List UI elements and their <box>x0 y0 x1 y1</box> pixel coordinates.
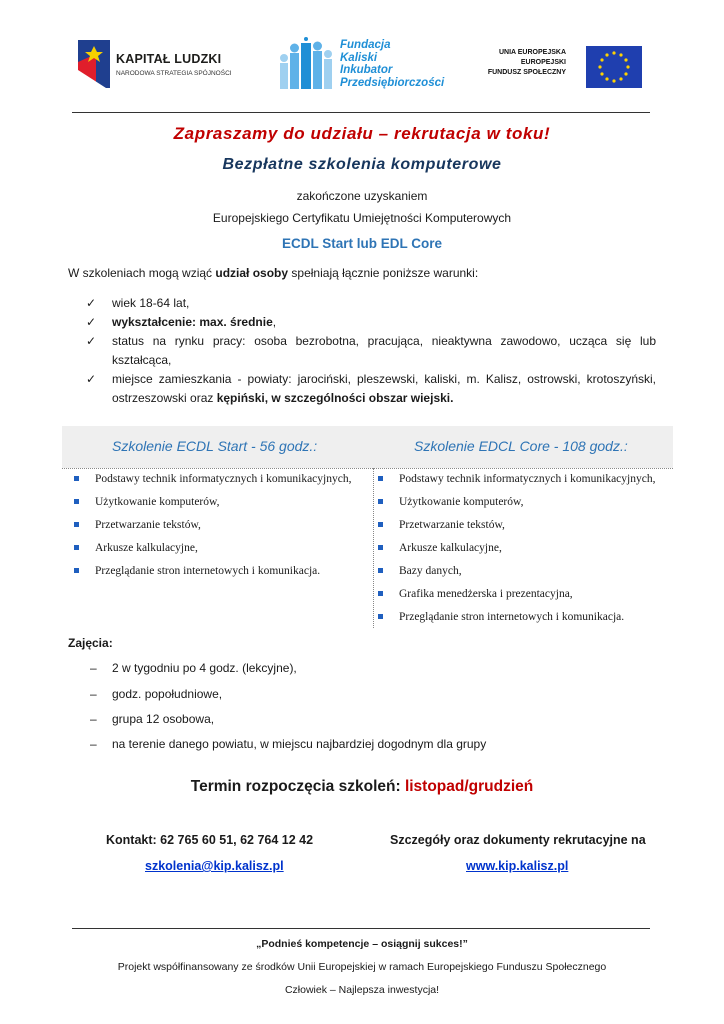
fundacja-logo <box>276 33 445 93</box>
condition-item <box>86 332 656 370</box>
classes-item: na terenie danego powiatu, w miejscu najbardziej dogodnym dla grupy <box>112 737 487 751</box>
bullet-icon <box>378 568 383 573</box>
footer-cofunded: Projekt współfinansowany ze środków Unii Europejskiej w ramach Europejskiego Funduszu Społecznego <box>117 961 607 973</box>
ue-line: EUROPEJSKI <box>520 59 566 66</box>
contact-email-link[interactable]: szkolenia@kip.kalisz.pl <box>145 859 284 873</box>
table-divider <box>62 468 673 469</box>
condition-bold: kępiński, w szczególności obszar wiejski. <box>216 391 454 405</box>
course-item: Użytkowanie komputerów, <box>95 496 220 508</box>
ue-text <box>488 48 566 78</box>
bullet-icon <box>74 568 79 573</box>
fundacja-line: Kaliski <box>340 51 378 64</box>
footer-divider <box>72 928 650 929</box>
condition-before: miejsce zamieszkania - powiaty: jarociński, pleszewski, kaliski, m. Kalisz, ostrowski, krotoszyński, ostrzeszowski oraz <box>112 372 656 405</box>
course-title-ecdl-start: Szkolenie ECDL Start - 56 godz.: <box>112 438 318 454</box>
condition-text: wiek 18-64 lat, <box>112 296 190 310</box>
fundacja-line: Inkubator <box>340 64 393 76</box>
ue-line: UNIA EUROPEJSKA <box>498 49 566 56</box>
certificate-type: ECDL Start lub EDL Core <box>281 236 443 251</box>
classes-item: godz. popołudniowe, <box>112 687 223 701</box>
bullet-icon <box>74 545 79 550</box>
condition-text <box>112 370 656 408</box>
ue-line: FUNDUSZ SPOŁECZNY <box>487 69 566 76</box>
website-link[interactable]: www.kip.kalisz.pl <box>466 859 569 873</box>
fundacja-line: Przedsiębiorczości <box>340 76 445 89</box>
course-item: Bazy danych, <box>399 565 462 577</box>
kapital-ludzki-logo <box>76 40 232 92</box>
fundacja-line: Fundacja <box>340 39 391 51</box>
fundacja-people-icon <box>276 37 338 91</box>
course-item: Grafika menedżerska i prezentacyjna, <box>399 588 573 600</box>
dash-icon: – <box>90 687 97 701</box>
eu-flag-icon <box>586 46 642 88</box>
bullet-icon <box>74 476 79 481</box>
checkmark-icon: ✓ <box>86 296 97 310</box>
certificate-line: Europejskiego Certyfikatu Umiejętności Komputerowych <box>212 211 512 225</box>
course-item: Przetwarzanie tekstów, <box>399 519 505 531</box>
course-item: Przeglądanie stron internetowych i komunikacja. <box>95 565 321 577</box>
course-item: Podstawy technik informatycznych i komunikacyjnych, <box>95 473 352 485</box>
details-text: Szczegóły oraz dokumenty rekrutacyjne na <box>390 833 646 847</box>
kapital-ludzki-subtitle: NARODOWA STRATEGIA SPÓJNOŚCI <box>116 70 232 77</box>
start-value: listopad/grudzień <box>404 778 534 795</box>
classes-item: grupa 12 osobowa, <box>112 712 215 726</box>
completion-line: zakończone uzyskaniem <box>296 189 428 203</box>
footer-motto: „Podnieś kompetencje – osiągnij sukces!” <box>256 938 468 950</box>
course-item: Przeglądanie stron internetowych i komunikacja. <box>399 611 625 623</box>
start-date <box>0 778 724 796</box>
checkmark-icon: ✓ <box>86 372 97 386</box>
checkmark-icon: ✓ <box>86 315 97 329</box>
intro-bold: udział osoby <box>215 266 289 280</box>
course-item: Podstawy technik informatycznych i komunikacyjnych, <box>399 473 656 485</box>
dash-icon: – <box>90 737 97 751</box>
condition-item <box>86 294 656 314</box>
bullet-icon <box>378 476 383 481</box>
bullet-icon <box>378 499 383 504</box>
dash-icon: – <box>90 712 97 726</box>
condition-text <box>112 313 656 332</box>
condition-text: status na rynku pracy: osoba bezrobotna, pracująca, nieaktywna zawodowo, ucząca się lub kształcąca, <box>112 334 656 367</box>
bullet-icon <box>378 522 383 527</box>
table-column-divider <box>373 468 374 628</box>
classes-title: Zajęcia: <box>68 636 113 650</box>
condition-after: , <box>272 315 277 329</box>
course-item: Przetwarzanie tekstów, <box>95 519 201 531</box>
contact-phones: Kontakt: 62 765 60 51, 62 764 12 42 <box>106 833 314 847</box>
kapital-ludzki-title: KAPITAŁ LUDZKI <box>116 52 222 66</box>
bullet-icon <box>74 499 79 504</box>
course-title-ecdl-core: Szkolenie EDCL Core - 108 godz.: <box>414 438 628 454</box>
condition-bold: wykształcenie: max. średnie <box>112 315 273 329</box>
start-label: Termin rozpoczęcia szkoleń: <box>190 778 405 795</box>
subheadline: Bezpłatne szkolenia komputerowe <box>222 156 502 173</box>
course-item: Arkusze kalkulacyjne, <box>95 542 198 554</box>
course-item: Użytkowanie komputerów, <box>399 496 524 508</box>
classes-item: 2 w tygodniu po 4 godz. (lekcyjne), <box>112 661 297 675</box>
ue-logo <box>487 46 646 90</box>
intro-after: spełniają łącznie poniższe warunki: <box>288 266 479 280</box>
condition-item <box>86 313 656 333</box>
checkmark-icon: ✓ <box>86 334 97 348</box>
dash-icon: – <box>90 661 97 675</box>
condition-item <box>86 370 656 408</box>
fundacja-name <box>340 39 444 89</box>
bullet-icon <box>378 591 383 596</box>
bullet-icon <box>74 522 79 527</box>
footer-slogan: Człowiek – Najlepsza inwestycja! <box>284 984 440 996</box>
headline: Zapraszamy do udziału – rekrutacja w toku! <box>173 124 551 143</box>
course-item: Arkusze kalkulacyjne, <box>399 542 502 554</box>
intro-before: W szkoleniach mogą wziąć <box>68 266 216 280</box>
intro-text <box>68 266 478 280</box>
bullet-icon <box>378 545 383 550</box>
kapital-ludzki-emblem-icon <box>76 40 112 90</box>
header-divider <box>72 112 650 113</box>
bullet-icon <box>378 614 383 619</box>
